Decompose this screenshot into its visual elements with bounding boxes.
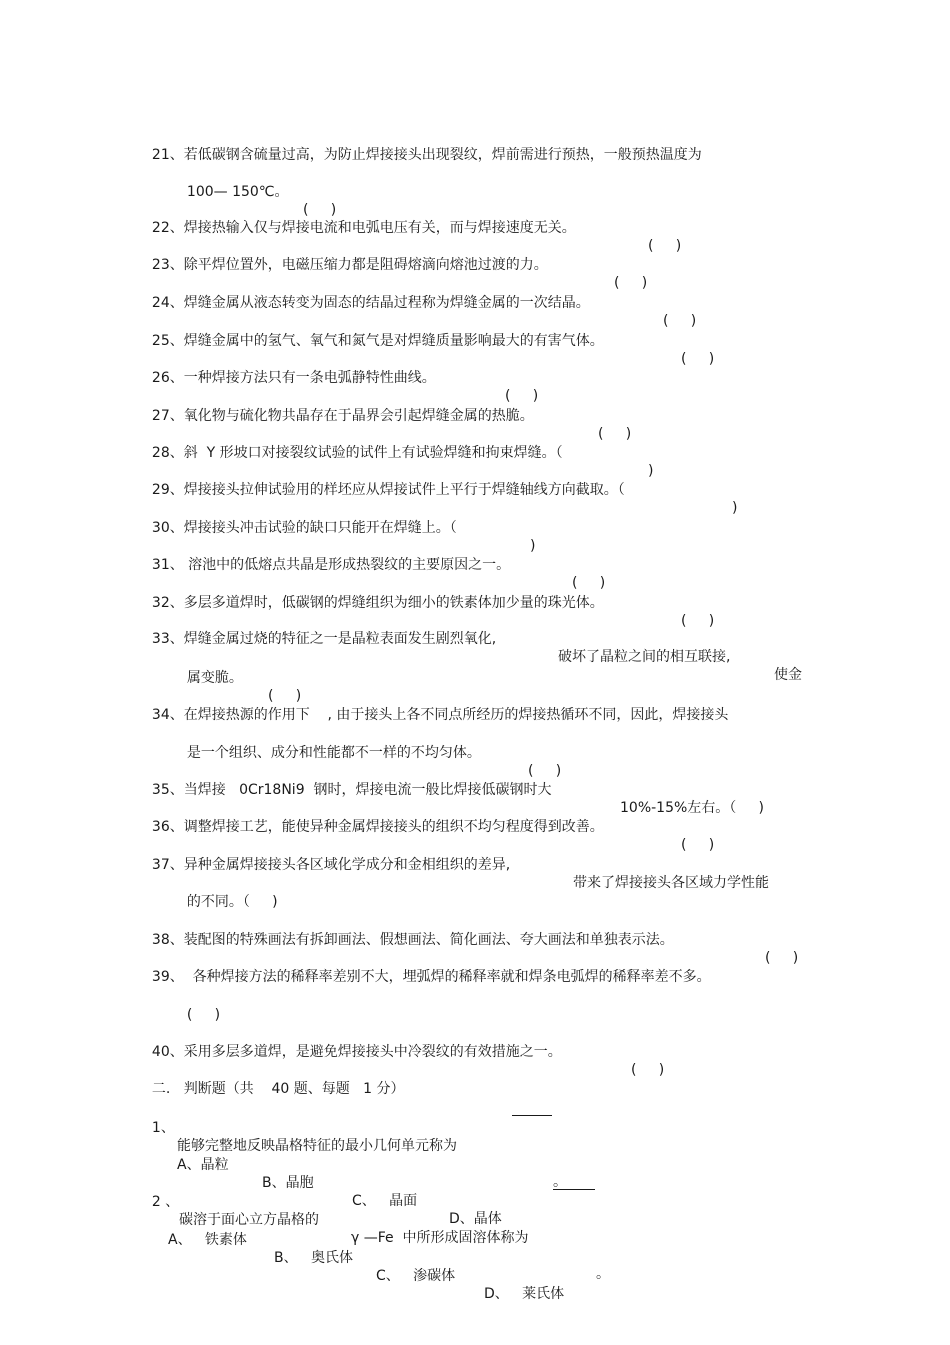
- question-text: 溶池中的低熔点共晶是形成热裂纹的主要原因之一。: [183, 557, 511, 573]
- question-end-mark: 。: [553, 1174, 567, 1190]
- question-text: 焊接接头冲击试验的缺口只能开在焊缝上。（: [183, 520, 457, 536]
- answer-paren: ( ): [268, 688, 302, 704]
- answer-paren: ( ): [765, 950, 799, 966]
- question-text: 100— 150℃。: [186, 184, 289, 200]
- answer-paren: ( ): [648, 238, 682, 254]
- answer-paren: ): [648, 463, 654, 479]
- question-text: 氧化物与硫化物共晶存在于晶界会引起焊缝金属的热脆。: [183, 408, 534, 424]
- question-text: 在焊接热源的作用下 , 由于接头上各不同点所经历的焊接热循环不同，因此，焊接接头: [183, 707, 729, 723]
- question-number: 28、: [151, 445, 184, 461]
- answer-paren: ( ): [303, 202, 337, 218]
- answer-blank[interactable]: [553, 1177, 595, 1190]
- question-number: 25、: [151, 333, 184, 349]
- question-text: 异种金属焊接接头各区域化学成分和金相组织的差异,: [183, 857, 511, 873]
- question-text: 焊缝金属过烧的特征之一是晶粒表面发生剧烈氧化,: [183, 631, 497, 647]
- question-number: 23、: [151, 257, 184, 273]
- question-text: 焊缝金属从液态转变为固态的结晶过程称为焊缝金属的一次结晶。: [183, 295, 590, 311]
- answer-paren: ( ): [681, 351, 715, 367]
- question-number: 33、: [151, 631, 184, 647]
- option-b: B、晶胞: [262, 1175, 314, 1191]
- question-number: 2 、: [151, 1194, 180, 1210]
- question-text: 碳溶于面心立方晶格的: [179, 1212, 319, 1228]
- question-number: 31、: [151, 557, 184, 573]
- answer-paren: ( ): [528, 763, 562, 779]
- question-text: 装配图的特殊画法有拆卸画法、假想画法、简化画法、夸大画法和单独表示法。: [183, 932, 674, 948]
- question-number: 21、: [151, 147, 184, 163]
- question-39: [143, 950, 711, 986]
- answer-blank[interactable]: [512, 1103, 552, 1116]
- answer-paren: ): [530, 538, 536, 554]
- question-text: 调整焊接工艺，能使异种金属焊接接头的组织不均匀程度得到改善。: [183, 819, 604, 835]
- question-text: 多层多道焊时，低碳钢的焊缝组织为细小的铁素体加少量的珠光体。: [183, 595, 604, 611]
- option-b: B、 奥氏体: [274, 1250, 353, 1266]
- answer-paren: ( ): [681, 613, 715, 629]
- question-text-part-2: 10%-15%左右。（ ): [620, 800, 764, 816]
- answer-paren: ( ): [598, 426, 632, 442]
- answer-paren: ( ): [186, 1007, 221, 1023]
- question-text: 除平焊位置外，电磁压缩力都是阻碍熔滴向熔池过渡的力。: [183, 257, 548, 273]
- question-text: 属变脆。: [186, 670, 243, 686]
- question-number: 22、: [151, 220, 184, 236]
- question-37-continuation: [178, 875, 278, 911]
- answer-paren: ( ): [614, 275, 648, 291]
- option-c: C、 晶面: [352, 1193, 418, 1209]
- question-21: [143, 128, 702, 164]
- question-text: 采用多层多道焊，是避免焊接接头中冷裂纹的有效措施之一。: [183, 1044, 562, 1060]
- section-heading: [143, 1062, 404, 1098]
- option-a: A、 铁素体: [168, 1232, 247, 1248]
- question-text-part-2: γ —Fe 中所形成固溶体称为: [351, 1230, 529, 1246]
- question-text: 斜 Y 形坡口对接裂纹试验的试件上有试验焊缝和拘束焊缝。（: [183, 445, 563, 461]
- question-number: 32、: [151, 595, 184, 611]
- question-number: 29、: [151, 482, 184, 498]
- question-text: 焊接接头拉伸试验用的样坯应从焊接试件上平行于焊缝轴线方向截取。（: [183, 482, 625, 498]
- answer-paren: ): [732, 500, 738, 516]
- question-number: 27、: [151, 408, 184, 424]
- answer-paren: ( ): [631, 1062, 665, 1078]
- section-title: 二. 判断题（共 40 题、每题 1 分）: [151, 1081, 405, 1097]
- question-number: 37、: [151, 857, 184, 873]
- question-number: 36、: [151, 819, 184, 835]
- option-a: A、晶粒: [177, 1157, 229, 1173]
- answer-paren: ( ): [663, 313, 697, 329]
- question-text: 若低碳钢含硫量过高，为防止焊接接头出现裂纹，焊前需进行预热，一般预热温度为: [183, 147, 702, 163]
- question-text: 是一个组织、成分和性能都不一样的不均匀体。: [186, 745, 481, 761]
- option-c: C、 渗碳体: [376, 1268, 456, 1284]
- question-text-part-3: 使金: [774, 667, 802, 683]
- question-number: 34、: [151, 707, 184, 723]
- option-d: D、晶体: [449, 1211, 502, 1227]
- question-end-mark: 。: [596, 1266, 610, 1282]
- question-number: 1、: [151, 1120, 175, 1136]
- question-text: 能够完整地反映晶格特征的最小几何单元称为: [177, 1138, 457, 1154]
- question-text-part-2: 破坏了晶粒之间的相互联接,: [558, 649, 731, 665]
- question-number: 35、: [151, 782, 184, 798]
- option-d: D、 莱氏体: [484, 1286, 565, 1302]
- answer-paren: ( ): [505, 388, 539, 404]
- answer-paren: ( ): [681, 837, 715, 853]
- question-number: 38、: [151, 932, 184, 948]
- answer-paren: ( ): [572, 575, 606, 591]
- question-number: 24、: [151, 295, 184, 311]
- question-text: 各种焊接方法的稀释率差别不大，埋弧焊的稀释率就和焊条电弧焊的稀释率差不多。: [183, 969, 711, 985]
- question-text: 焊缝金属中的氢气、氧气和氮气是对焊缝质量影响最大的有害气体。: [183, 333, 604, 349]
- question-34: [143, 688, 728, 724]
- question-number: 40、: [151, 1044, 184, 1060]
- question-number: 30、: [151, 520, 184, 536]
- question-number: 39、: [151, 969, 184, 985]
- question-39-continuation: [178, 988, 220, 1024]
- question-text: 当焊接 0Cr18Ni9 钢时，焊接电流一般比焊接低碳钢时大: [183, 782, 552, 798]
- question-text-part-2: 带来了焊接接头各区域力学性能: [573, 875, 769, 891]
- question-text: 焊接热输入仅与焊接电流和电弧电压有关，而与焊接速度无关。: [183, 220, 576, 236]
- question-text: 的不同。（ ): [186, 894, 278, 910]
- question-number: 26、: [151, 370, 184, 386]
- question-text: 一种焊接方法只有一条电弧静特性曲线。: [183, 370, 436, 386]
